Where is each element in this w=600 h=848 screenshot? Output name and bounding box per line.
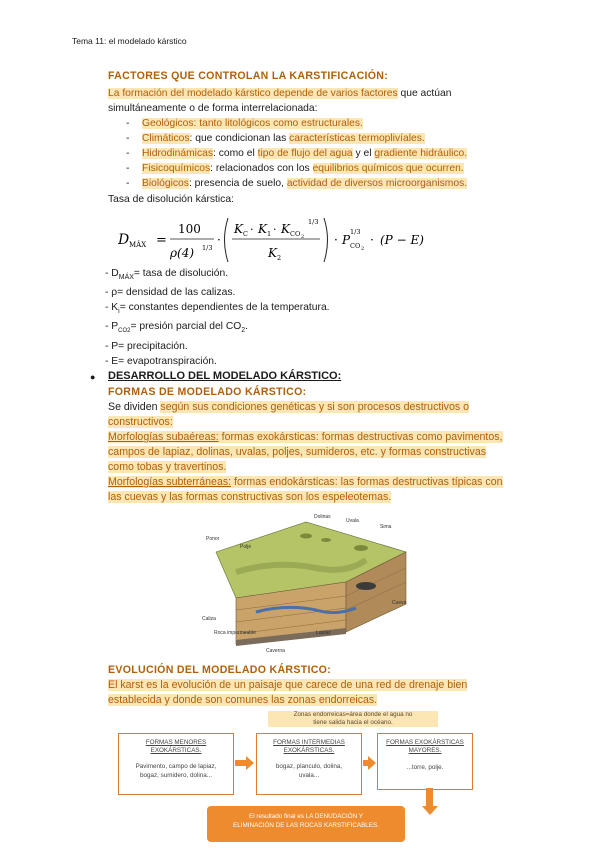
formula-k2: K — [268, 246, 277, 260]
factor-item — [108, 176, 548, 191]
evolucion-body — [108, 678, 538, 708]
factor-item — [108, 161, 548, 176]
label-lapiaz: Lapiaz — [316, 630, 331, 636]
formas-subtitle: FORMAS DE MODELADO KÁRSTICO: — [108, 386, 307, 398]
formula-k1-sub: 1 — [267, 230, 272, 238]
formula-pe: (P − E) — [380, 233, 424, 247]
factor-item — [108, 146, 548, 161]
dissolution-formula — [118, 212, 438, 270]
formula-k1: K — [258, 222, 267, 236]
label-uvala: Uvala — [346, 518, 359, 524]
desarrollo-title: DESARROLLO DEL MODELADO KÁRSTICO: — [108, 370, 342, 382]
box2-body: bogaz, planculo, dolina, uvala... — [275, 763, 343, 779]
factor-highlight: características termoplivíales. — [289, 133, 425, 144]
label-dolinas: Dolinas — [314, 514, 331, 520]
formula-lhs: D — [118, 232, 130, 248]
formula-eq: = — [156, 233, 167, 248]
factor-text: : como el — [212, 148, 258, 159]
evolucion-highlight: El karst es la evolución de un paisaje que carece de una red de drenaje bien — [108, 679, 468, 691]
intro-rest: que actúan — [397, 88, 452, 99]
evolucion-title: EVOLUCIÓN DEL MODELADO KÁRSTICO: — [108, 664, 332, 676]
factor-item — [108, 131, 548, 146]
formula-p: P — [342, 233, 351, 247]
final-result-box: El resultado final es LA DENUDACIÓN Y ELIMINACIÓN DE LAS ROCAS KARSTIFICABLES. — [207, 806, 405, 842]
formula-p-sub: CO — [350, 242, 361, 250]
factor-text: : relacionados con los — [210, 163, 313, 174]
box2-title: FORMAS INTERMEDIAS EXOKÁRSTICAS. — [273, 739, 345, 754]
tasa-label: Tasa de disolución kárstica: — [108, 194, 234, 205]
box-formas-menores — [118, 733, 234, 795]
subterraneas-label: Morfologías subterráneas: — [108, 476, 232, 488]
factor-term: Climáticos — [142, 133, 190, 144]
formula-dot: · — [273, 223, 277, 236]
formula-dot: · — [217, 233, 221, 247]
definition-item: - P= precipitación. — [105, 341, 188, 353]
formula-den: ρ(4) — [170, 246, 195, 260]
factores-intro — [108, 86, 528, 116]
factor-term: Biológicos — [142, 178, 189, 189]
factor-text: : que condicionan las — [189, 133, 290, 144]
box1-title: FORMAS MENORES EXOKÁRSTICAS. — [145, 739, 207, 754]
karst-block-diagram — [196, 512, 416, 656]
factores-list — [108, 116, 548, 191]
definition-item: - $K_i=$ constantes dependientes de la temperatura. — [105, 302, 330, 316]
formula-kco2-sub2: 2 — [301, 234, 305, 240]
body-highlight: formas endokársticas: las formas destructivas típicas con — [231, 476, 503, 488]
formula-kc-sub: C — [243, 230, 248, 238]
factor-highlight: actividad de diversos microorganismos. — [286, 178, 468, 189]
factor-highlight: tipo de flujo del agua — [257, 148, 353, 159]
factor-highlight: gradiente hidráulico. — [374, 148, 468, 159]
box1-body: Pavimento, campo de lapiaz, bogaz, sumidero, dolina... — [135, 763, 217, 779]
intro-highlight: La formación del modelado kárstico depende de varios factores — [108, 88, 398, 99]
page-header: Tema 11: el modelado kárstico — [72, 36, 187, 46]
box3-body: ...torre, polje. — [406, 764, 444, 771]
flow-arrow-icon — [368, 756, 376, 770]
body-highlight: las cuevas y las formas constructivas son los espeleotemas. — [108, 491, 392, 503]
label-cueva: Cueva — [392, 600, 407, 606]
formula-dot: · — [334, 233, 338, 247]
formula-exp: 1/3 — [308, 218, 319, 226]
box-formas-intermedias — [256, 733, 362, 795]
definition-item: - E= evapotranspiración. — [105, 356, 217, 368]
paren-right — [324, 218, 328, 262]
body-highlight: como tobas y travertinos. — [108, 461, 227, 473]
factor-item — [108, 116, 548, 131]
cave-hole — [356, 582, 376, 590]
label-polje: Polje — [240, 544, 252, 550]
definition-item: - $P_{CO2}=$ presión parcial del $CO_2$. — [105, 321, 249, 335]
flow-arrow-icon — [246, 756, 254, 770]
evolucion-highlight: establecida y donde son comunes las zonas endorreicas. — [108, 694, 378, 706]
definitions-list — [105, 266, 505, 369]
subaereas-label: Morfologías subaéreas: — [108, 431, 219, 443]
desarrollo-body — [108, 400, 528, 505]
factor-term: Fisicoquímicos — [142, 163, 211, 174]
body-text: Se dividen — [108, 401, 161, 413]
formula-exp: 1/3 — [350, 228, 361, 236]
formula-num: 100 — [178, 222, 201, 236]
formula-p-sub2: 2 — [361, 246, 365, 252]
factor-text: : presencia de suelo, — [188, 178, 287, 189]
factor-term: Hidrodinámicas — [142, 148, 213, 159]
flow-arrow-down-shaft — [426, 788, 433, 808]
bullet-dot: ● — [90, 372, 96, 382]
box-formas-mayores — [377, 733, 473, 790]
endorreica-note: Zonas endorreicas=área donde el agua no tiene salida hacia el océano. — [268, 711, 438, 727]
definition-item: - ρ= densidad de las calizas. — [105, 287, 236, 299]
formula-exp: 1/3 — [202, 244, 213, 252]
body-highlight: campos de lapiaz, dolinas, uvalas, poljes, sumideros, etc. y formas constructivas — [108, 446, 487, 458]
body-highlight: constructivos: — [108, 416, 173, 428]
formula-dot: · — [250, 223, 254, 236]
formula-kco2-sub: CO — [290, 230, 301, 238]
factor-text: y el — [352, 148, 375, 159]
formula-k2-sub: 2 — [277, 254, 282, 262]
formula-kco2: K — [281, 222, 290, 236]
intro-line2: simultáneamente o de forma interrelacionada: — [108, 103, 318, 114]
label-caliza: Caliza — [202, 616, 216, 622]
factor-highlight: equilibrios químicos que ocurren. — [312, 163, 464, 174]
formula-kc: K — [234, 222, 243, 236]
body-highlight: formas exokársticas: formas destructivas como pavimentos, — [218, 431, 503, 443]
formula-dot: · — [370, 233, 374, 247]
flow-arrow-down-icon — [422, 806, 438, 815]
factores-title: FACTORES QUE CONTROLAN LA KARSTIFICACIÓN: — [108, 70, 389, 82]
label-caverna: Caverna — [266, 648, 285, 654]
factor-term: Geológicos: tanto litológicos como estructurales. — [142, 118, 363, 129]
paren-left — [225, 218, 229, 262]
label-ponor: Ponor — [206, 536, 220, 542]
box3-title: FORMAS EXOKÁRSTICAS MAYORES. — [386, 739, 464, 754]
body-highlight: según sus condiciones genéticas y si son procesos destructivos o — [160, 401, 469, 413]
definition-item: - $D_{MÁX}=$ tasa de disolución. — [105, 268, 229, 282]
label-roca: Roca impermeable — [214, 630, 256, 636]
label-sima: Sima — [380, 524, 392, 530]
formula-lhs-sub: MÁX — [129, 241, 147, 249]
